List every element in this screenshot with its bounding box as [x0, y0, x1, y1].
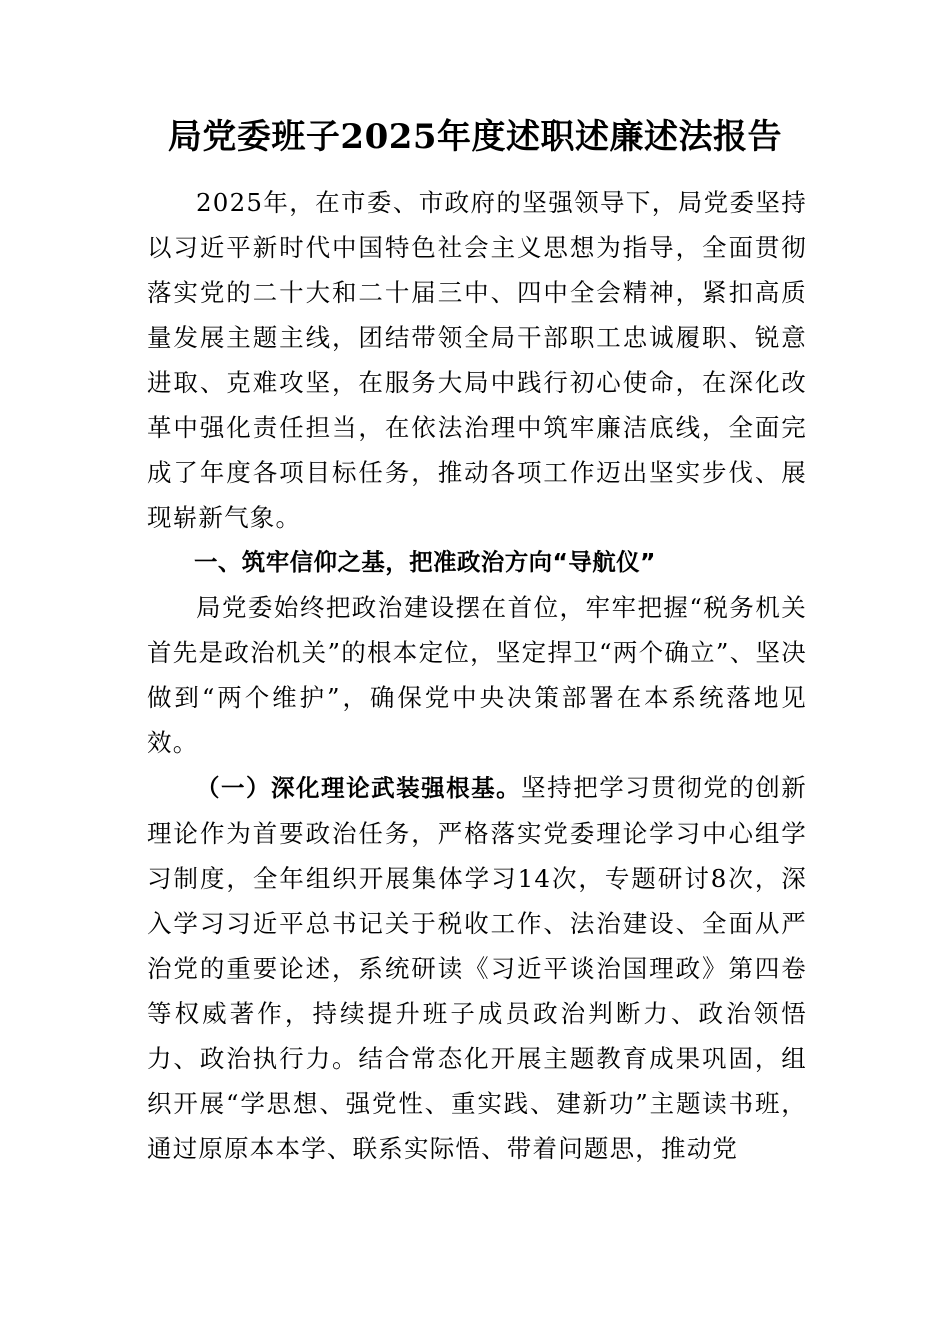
subsection-1-text: 坚持把学习贯彻党的创新理论作为首要政治任务，严格落实党委理论学习中心组学习制度，全年组织开展集体学习14次，专题研讨8次，深入学习习近平总书记关于税收工作、法治建设、全面从严治党的重要论述，系统研读《习近平谈治国理政》第四卷等权威著作，持续提升班子成员政治判断力、政治领悟力、政治执行力。结合常态化开展主题教育成果巩固，组织开展“学思想、强党性、重实践、建新功”主题读书班，通过原原本本学、联系实际悟、带着问题思，推动党: [147, 773, 807, 1163]
document-title: 局党委班子2025年度述职述廉述法报告: [167, 117, 783, 157]
section-1-heading: 一、筑牢信仰之基，把准政治方向“导航仪”: [194, 548, 656, 576]
section-1-paragraph: 局党委始终把政治建设摆在首位，牢牢把握“税务机关首先是政治机关”的根本定位，坚定捍卫“两个确立”、坚决做到“两个维护”，确保党中央决策部署在本系统落地见效。: [147, 593, 807, 757]
document-body: [147, 180, 807, 1171]
subsection-1-paragraph: [147, 765, 807, 1171]
intro-paragraph: 2025年，在市委、市政府的坚强领导下，局党委坚持以习近平新时代中国特色社会主义思想为指导，全面贯彻落实党的二十大和二十届三中、四中全会精神，紧扣高质量发展主题主线，团结带领全局干部职工忠诚履职、锐意进取、克难攻坚，在服务大局中践行初心使命，在深化改革中强化责任担当，在依法治理中筑牢廉洁底线，全面完成了年度各项目标任务，推动各项工作迈出坚实步伐、展现崭新气象。: [147, 188, 807, 532]
subsection-1-lead: （一）深化理论武装强根基。: [196, 774, 522, 802]
